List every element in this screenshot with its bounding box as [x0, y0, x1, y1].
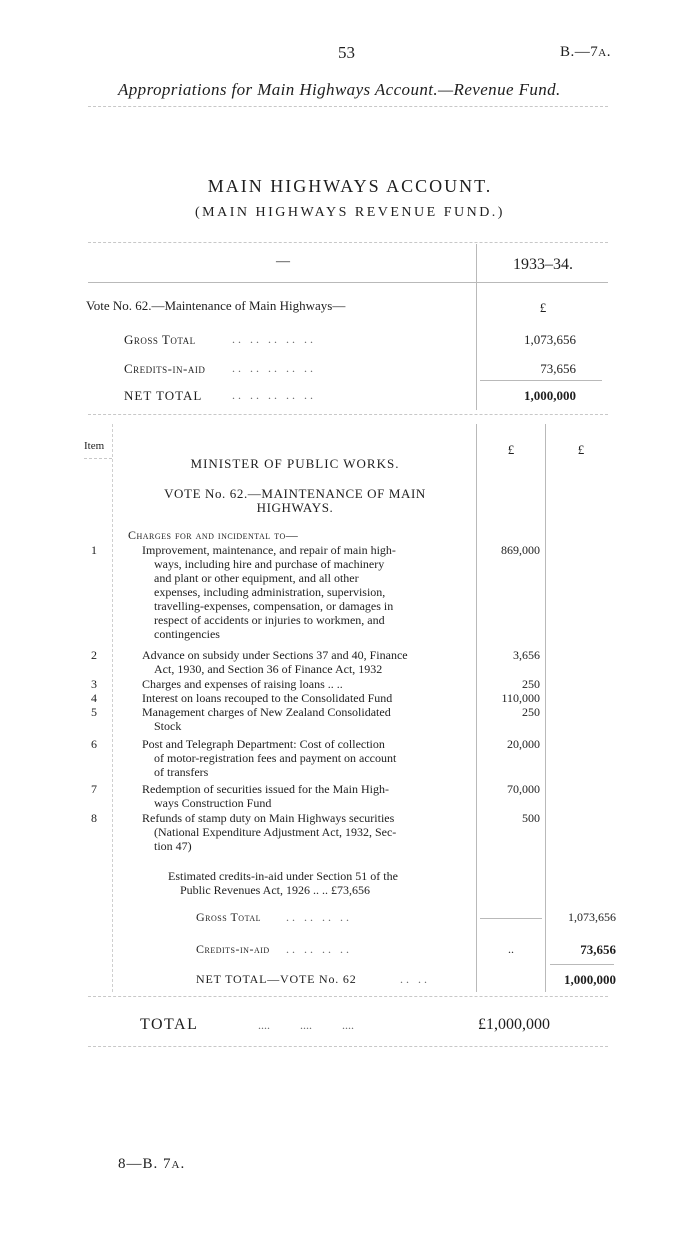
- page-signature: 8—B. 7a.: [118, 1156, 186, 1172]
- detail-credits-value: 73,656: [580, 942, 616, 957]
- item-line: and plant or other equipment, and all other: [154, 571, 359, 585]
- item-amount: 110,000: [501, 691, 540, 705]
- net-total-value: 1,000,000: [524, 388, 576, 403]
- item-description: [142, 648, 470, 676]
- item-description: [142, 737, 470, 779]
- grand-total-rule: [88, 1046, 608, 1047]
- item-description: [142, 811, 470, 853]
- item-description: [142, 677, 470, 691]
- document-reference: B.—7a.: [560, 44, 611, 60]
- vote-title-line-1: VOTE No. 62.—MAINTENANCE OF MAIN: [164, 486, 426, 501]
- gross-total-leaders: .. .. .. .. ..: [232, 332, 316, 346]
- detail-credits-col1: ..: [508, 942, 514, 956]
- summary-currency: £: [539, 300, 547, 315]
- grand-total-leaders: .... .... ....: [258, 1018, 354, 1032]
- summary-column-divider: [476, 244, 477, 410]
- item-column-header: Item: [84, 440, 105, 452]
- net-total-leaders: .. .. .. .. ..: [232, 388, 316, 402]
- sub-title: (MAIN HIGHWAYS REVENUE FUND.): [195, 205, 505, 220]
- credits-in-aid-leaders: .. .. .. .. ..: [232, 361, 316, 375]
- net-total-label: NET TOTAL: [124, 388, 203, 403]
- item-description: [142, 705, 470, 733]
- detail-credits-leaders: .. .. .. ..: [286, 942, 352, 956]
- item-line: expenses, including administration, supervision,: [154, 585, 386, 599]
- item-line: Refunds of stamp duty on Main Highways securities: [142, 811, 395, 825]
- item-amount: 70,000: [507, 782, 540, 796]
- detail-net-total-label: NET TOTAL—VOTE No. 62: [196, 972, 357, 986]
- item-description: [142, 691, 470, 705]
- vote-label: Vote No. 62.—Maintenance of Main Highways—: [86, 298, 346, 313]
- item-line: Stock: [154, 719, 182, 733]
- detail-net-total-leaders: .. ..: [400, 972, 430, 986]
- item-line: Improvement, maintenance, and repair of main high-: [142, 543, 396, 557]
- charges-heading: Charges for and incidental to—: [128, 528, 299, 542]
- amount-column-divider-2: [545, 424, 546, 992]
- estimated-credits-line-1: Estimated credits-in-aid under Section 51 of the: [168, 869, 398, 883]
- item-line: Charges and expenses of raising loans .. ..: [142, 677, 343, 691]
- item-line: (National Expenditure Adjustment Act, 1932, Sec-: [154, 825, 397, 839]
- item-line: of motor-registration fees and payment on account: [154, 751, 397, 765]
- summary-bottom-rule: [88, 414, 608, 415]
- item-line: ways, including hire and purchase of machinery: [154, 557, 385, 571]
- estimated-credits-line-2: Public Revenues Act, 1926 .. .. £73,656: [180, 883, 370, 897]
- detail-bottom-rule: [88, 996, 608, 997]
- grand-total-value: £1,000,000: [478, 1016, 550, 1033]
- item-amount: 250: [522, 677, 540, 691]
- item-number: 1: [91, 543, 97, 557]
- main-title: MAIN HIGHWAYS ACCOUNT.: [207, 176, 493, 196]
- summary-net-rule: [480, 380, 602, 381]
- item-line: Interest on loans recouped to the Consolidated Fund: [142, 691, 393, 705]
- item-amount: 869,000: [501, 543, 540, 557]
- amount-column-divider-1: [476, 424, 477, 992]
- item-amount: 3,656: [513, 648, 540, 662]
- summary-top-rule: [88, 242, 608, 243]
- detail-gross-total-leaders: .. .. .. ..: [286, 910, 352, 924]
- item-line: travelling-expenses, compensation, or damages in: [154, 599, 394, 613]
- summary-header-rule: [88, 282, 608, 283]
- detail-gross-total-value: 1,073,656: [568, 910, 616, 924]
- grand-total-label: TOTAL: [140, 1016, 199, 1033]
- item-description: [142, 543, 470, 641]
- item-number: 2: [91, 648, 97, 662]
- item-description: [142, 782, 470, 810]
- item-line: Management charges of New Zealand Consolidated: [142, 705, 391, 719]
- item-line: ways Construction Fund: [154, 796, 272, 810]
- item-amount: 500: [522, 811, 540, 825]
- summary-year-header: 1933–34.: [513, 256, 573, 273]
- item-number: 7: [91, 782, 97, 796]
- item-line: tion 47): [154, 839, 192, 853]
- page-number: 53: [338, 43, 355, 62]
- item-line: Post and Telegraph Department: Cost of collection: [142, 737, 385, 751]
- gross-total-label: Gross Total: [124, 332, 196, 347]
- item-line: of transfers: [154, 765, 209, 779]
- item-amount: 20,000: [507, 737, 540, 751]
- detail-currency-1: £: [507, 442, 515, 457]
- header-rule: [88, 106, 608, 107]
- running-title: Appropriations for Main Highways Account.—Revenue Fund.: [118, 80, 561, 99]
- item-amount: 250: [522, 705, 540, 719]
- credits-in-aid-value: 73,656: [540, 361, 576, 376]
- item-number: 8: [91, 811, 97, 825]
- credits-in-aid-label: Credits-in-aid: [124, 361, 206, 376]
- detail-net-rule: [550, 964, 614, 965]
- detail-gross-total-label: Gross Total: [196, 910, 261, 924]
- ministry-heading: MINISTER OF PUBLIC WORKS.: [190, 456, 400, 471]
- item-line: Act, 1930, and Section 36 of Finance Act, 1932: [154, 662, 383, 676]
- item-number: 6: [91, 737, 97, 751]
- item-number: 3: [91, 677, 97, 691]
- item-column-divider: [112, 424, 113, 992]
- detail-credits-label: Credits-in-aid: [196, 942, 270, 956]
- detail-currency-2: £: [577, 442, 585, 457]
- item-number: 5: [91, 705, 97, 719]
- item-line: Advance on subsidy under Sections 37 and 40, Finance: [142, 648, 408, 662]
- gross-total-value: 1,073,656: [524, 332, 576, 347]
- item-line: Redemption of securities issued for the Main High-: [142, 782, 389, 796]
- detail-net-total-value: 1,000,000: [564, 972, 616, 987]
- summary-blank-header: —: [276, 254, 290, 269]
- item-number: 4: [91, 691, 97, 705]
- item-line: respect of accidents or injuries to workmen, and: [154, 613, 385, 627]
- vote-title-line-2: HIGHWAYS.: [256, 500, 334, 515]
- item-header-rule: [84, 458, 112, 459]
- item-line: contingencies: [154, 627, 220, 641]
- detail-gross-rule: [480, 918, 542, 919]
